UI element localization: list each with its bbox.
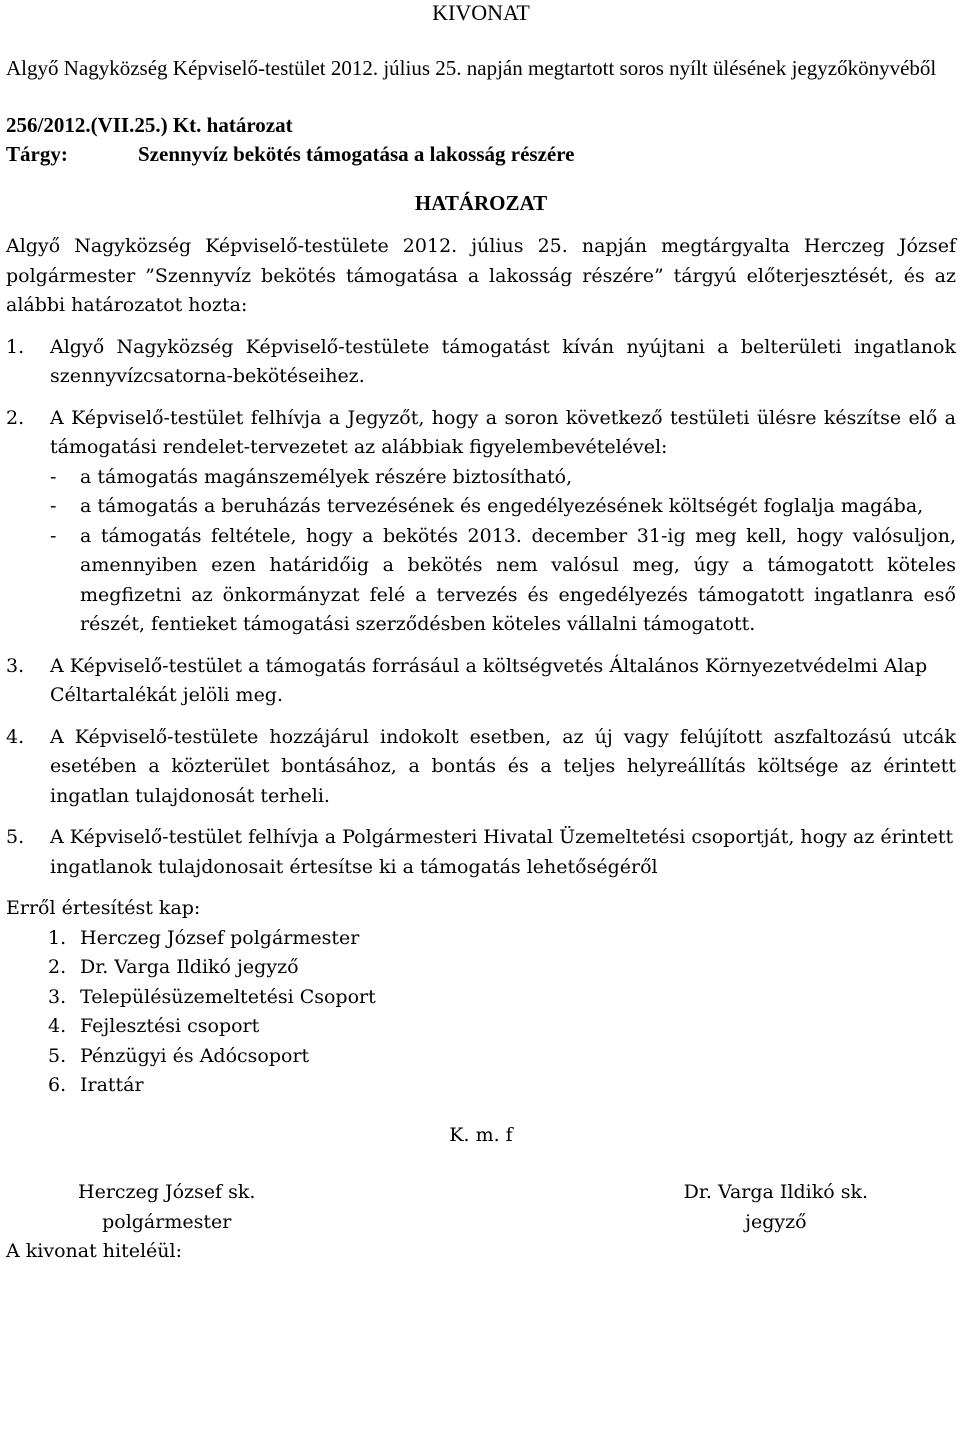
point-5 bbox=[6, 823, 956, 882]
point-number: 4. bbox=[6, 725, 25, 748]
signer-name: Dr. Varga Ildikó sk. bbox=[683, 1181, 868, 1203]
recipient-name: Pénzügyi és Adócsoport bbox=[80, 1044, 310, 1067]
signature-left bbox=[78, 1178, 255, 1237]
list-item bbox=[48, 1012, 956, 1042]
subpoint-text: a támogatás feltétele, hogy a bekötés 2013. december 31-ig meg kell, hogy valósuljon, amennyiben ezen határidőig a bekötés nem valósul meg, úgy a támogatott köteles megfizetni az önkormányzat felé a tervezés és engedélyezés támogatott ingatlanra eső részét, fentieket támogatási szerződésben köteles vállalni támogatott. bbox=[80, 524, 956, 635]
list-item bbox=[48, 924, 956, 954]
point-text: A Képviselő-testület felhívja a Jegyzőt, hogy a soron következő testületi ülésre készítse elő a támogatási rendelet-tervezetet az alábbiak figyelembevételével: bbox=[50, 406, 956, 458]
point-text: A Képviselő-testület felhívja a Polgármesteri Hivatal Üzemeltetési csoportját, hogy az érintett ingatlanok tulajdonosait értesítse ki a támogatás lehetőségéről bbox=[50, 826, 954, 878]
point-number: 1. bbox=[6, 335, 25, 358]
subpoint-dash: - bbox=[50, 465, 57, 488]
subpoint bbox=[6, 492, 956, 522]
point-2 bbox=[6, 404, 956, 463]
point-text: A Képviselő-testülete hozzájárul indokolt esetben, az új vagy felújított aszfaltozású utcák esetében a közterület bontásához, a bontás és a teljes helyreállítás költsége az érintett ingatlan tulajdonosát terheli. bbox=[50, 725, 956, 807]
list-item bbox=[48, 1071, 956, 1101]
recipient-number: 5. bbox=[48, 1044, 67, 1067]
resolution-heading: HATÁROZAT bbox=[414, 191, 548, 215]
recipient-list bbox=[6, 924, 956, 1101]
point-text: Algyő Nagyközség Képviselő-testülete támogatást kíván nyújtani a belterületi ingatlanok szennyvízcsatorna-bekötéseihez. bbox=[50, 335, 956, 387]
recipient-number: 3. bbox=[48, 985, 67, 1008]
point-text: A Képviselő-testület a támogatás forrásául a költségvetés Általános Környezetvédelmi Alap Céltartalékát jelöli meg. bbox=[50, 654, 928, 706]
recipient-name: Dr. Varga Ildikó jegyző bbox=[80, 956, 299, 978]
recipient-number: 2. bbox=[48, 956, 67, 978]
document-page bbox=[6, 0, 956, 1267]
recipient-name: Fejlesztési csoport bbox=[80, 1015, 260, 1037]
certification-label: A kivonat hiteléül: bbox=[6, 1240, 182, 1262]
recipient-name: Herczeg József polgármester bbox=[80, 926, 360, 949]
signer-title: jegyző bbox=[745, 1210, 807, 1233]
subpoint-dash: - bbox=[50, 524, 57, 547]
kmf-note: K. m. f bbox=[449, 1123, 513, 1146]
subpoint bbox=[6, 522, 956, 640]
point-4 bbox=[6, 723, 956, 812]
recipient-number: 4. bbox=[48, 1015, 67, 1037]
subject-label: Tárgy: bbox=[6, 142, 68, 166]
signature-right bbox=[684, 1178, 868, 1237]
document-title: KIVONAT bbox=[432, 0, 530, 25]
intro-text: Algyő Nagyközség Képviselő-testület 2012. július 25. napján megtartott soros nyílt ülésének jegyzőkönyvéből bbox=[6, 56, 937, 80]
subpoint bbox=[6, 463, 956, 493]
list-item bbox=[48, 953, 956, 983]
subpoint-text: a támogatás a beruházás tervezésének és engedélyezésének költségét foglalja magába, bbox=[80, 495, 924, 517]
list-item bbox=[48, 983, 956, 1013]
subpoint-dash: - bbox=[50, 495, 57, 517]
subject-row bbox=[6, 140, 956, 169]
preamble-text: Algyő Nagyközség Képviselő-testülete 2012. július 25. napján megtárgyalta Herczeg József polgármester ”Szennyvíz bekötés támogatása a lakosság részére” tárgyú előterjesztését, és az alábbi határozatot hozta: bbox=[6, 235, 956, 316]
signer-name: Herczeg József sk. bbox=[78, 1181, 256, 1203]
point-number: 2. bbox=[6, 406, 25, 429]
notification-label: Erről értesítést kap: bbox=[6, 897, 201, 919]
subject-text: Szennyvíz bekötés támogatása a lakosság részére bbox=[138, 142, 575, 166]
point-3 bbox=[6, 652, 956, 711]
recipient-name: Irattár bbox=[80, 1074, 144, 1096]
point-1 bbox=[6, 333, 956, 392]
recipient-name: Településüzemeltetési Csoport bbox=[80, 985, 376, 1008]
resolution-number: 256/2012.(VII.25.) Kt. határozat bbox=[6, 113, 293, 137]
subpoint-text: a támogatás magánszemélyek részére biztosítható, bbox=[80, 465, 573, 488]
recipient-number: 1. bbox=[48, 926, 67, 949]
signature-row bbox=[6, 1178, 956, 1237]
list-item bbox=[48, 1042, 956, 1072]
point-number: 3. bbox=[6, 654, 25, 677]
recipient-number: 6. bbox=[48, 1074, 67, 1096]
signer-title: polgármester bbox=[102, 1210, 232, 1233]
point-number: 5. bbox=[6, 826, 25, 848]
